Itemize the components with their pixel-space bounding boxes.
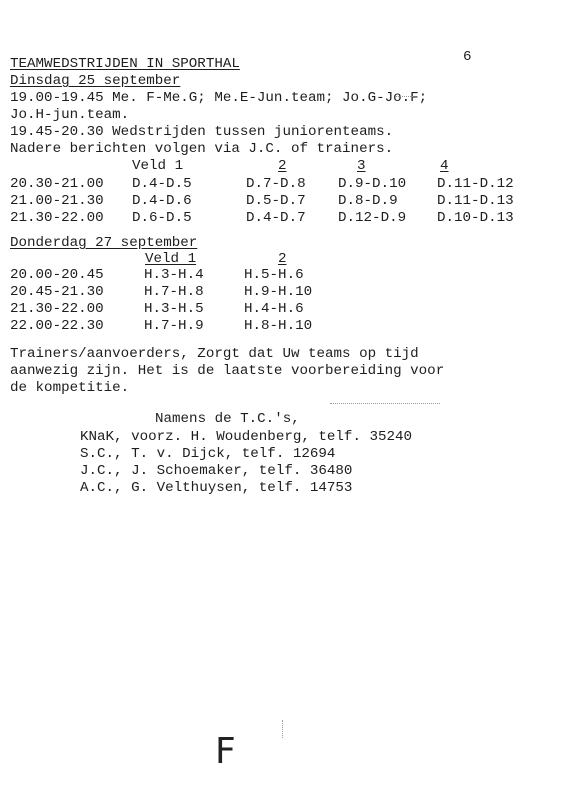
table-row-time: 21.30-22.00: [10, 301, 104, 317]
table-cell: D.11-D.12: [437, 176, 514, 192]
day1-intro-line: 19.00-19.45 Me. F-Me.G; Me.E-Jun.team; Jo.G-Jo.F;: [10, 90, 428, 106]
table-cell: H.3-H.4: [144, 267, 204, 283]
day1-veld-4-header: 4: [440, 158, 449, 174]
day1-intro-line: 19.45-20.30 Wedstrijden tussen juniorenteams.: [10, 124, 394, 140]
signoff-header: Namens de T.C.'s,: [155, 411, 300, 427]
table-cell: H.8-H.10: [244, 318, 313, 334]
day1-veld-2-header: 2: [278, 158, 287, 174]
table-cell: H.7-H.8: [144, 284, 204, 300]
note-line: Trainers/aanvoerders, Zorgt dat Uw teams op tijd: [10, 346, 419, 362]
page-number: 6: [463, 49, 472, 65]
note-line: de kompetitie.: [10, 380, 130, 396]
table-cell: D.6-D.5: [132, 210, 192, 226]
table-cell: H.7-H.9: [144, 318, 204, 334]
signoff-line: KNaK, voorz. H. Woudenberg, telf. 35240: [80, 429, 413, 445]
table-row-time: 22.00-22.30: [10, 318, 104, 334]
day2-heading: Donderdag 27 september: [10, 235, 198, 251]
table-cell: D.5-D.7: [246, 193, 306, 209]
table-row-time: 20.00-20.45: [10, 267, 104, 283]
table-row-time: 21.30-22.00: [10, 210, 104, 226]
table-cell: D.8-D.9: [338, 193, 398, 209]
table-cell: D.4-D.7: [246, 210, 306, 226]
note-line: aanwezig zijn. Het is de laatste voorbereiding voor: [10, 363, 445, 379]
day1-heading: Dinsdag 25 september: [10, 73, 181, 89]
table-row-time: 20.30-21.00: [10, 176, 104, 192]
scan-artifact: [282, 720, 284, 738]
signoff-line: S.C., T. v. Dijck, telf. 12694: [80, 446, 336, 462]
handwritten-mark: F: [215, 731, 236, 772]
day2-veld-2-header: 2: [278, 251, 287, 267]
table-cell: D.11-D.13: [437, 193, 514, 209]
table-cell: H.4-H.6: [244, 301, 304, 317]
table-cell: D.10-D.13: [437, 210, 514, 226]
document-title: TEAMWEDSTRIJDEN IN SPORTHAL: [10, 56, 240, 72]
table-cell: D.9-D.10: [338, 176, 407, 192]
table-cell: D.12-D.9: [338, 210, 407, 226]
scan-artifact: [330, 403, 440, 404]
signoff-line: J.C., J. Schoemaker, telf. 36480: [80, 463, 353, 479]
table-cell: H.5-H.6: [244, 267, 304, 283]
table-cell: D.7-D.8: [246, 176, 306, 192]
table-cell: H.9-H.10: [244, 284, 313, 300]
signoff-line: A.C., G. Velthuysen, telf. 14753: [80, 480, 353, 496]
day1-veld-3-header: 3: [357, 158, 366, 174]
day1-intro-line: Jo.H-jun.team.: [10, 107, 130, 123]
table-cell: D.4-D.5: [132, 176, 192, 192]
day1-veld-1-header: Veld 1: [132, 158, 184, 174]
table-cell: H.3-H.5: [144, 301, 204, 317]
day1-intro-line: Nadere berichten volgen via J.C. of trainers.: [10, 141, 394, 157]
table-row-time: 20.45-21.30: [10, 284, 104, 300]
day2-veld-1-header: Veld 1: [145, 251, 197, 267]
table-cell: D.4-D.6: [132, 193, 192, 209]
scan-artifact: [395, 96, 413, 97]
table-row-time: 21.00-21.30: [10, 193, 104, 209]
